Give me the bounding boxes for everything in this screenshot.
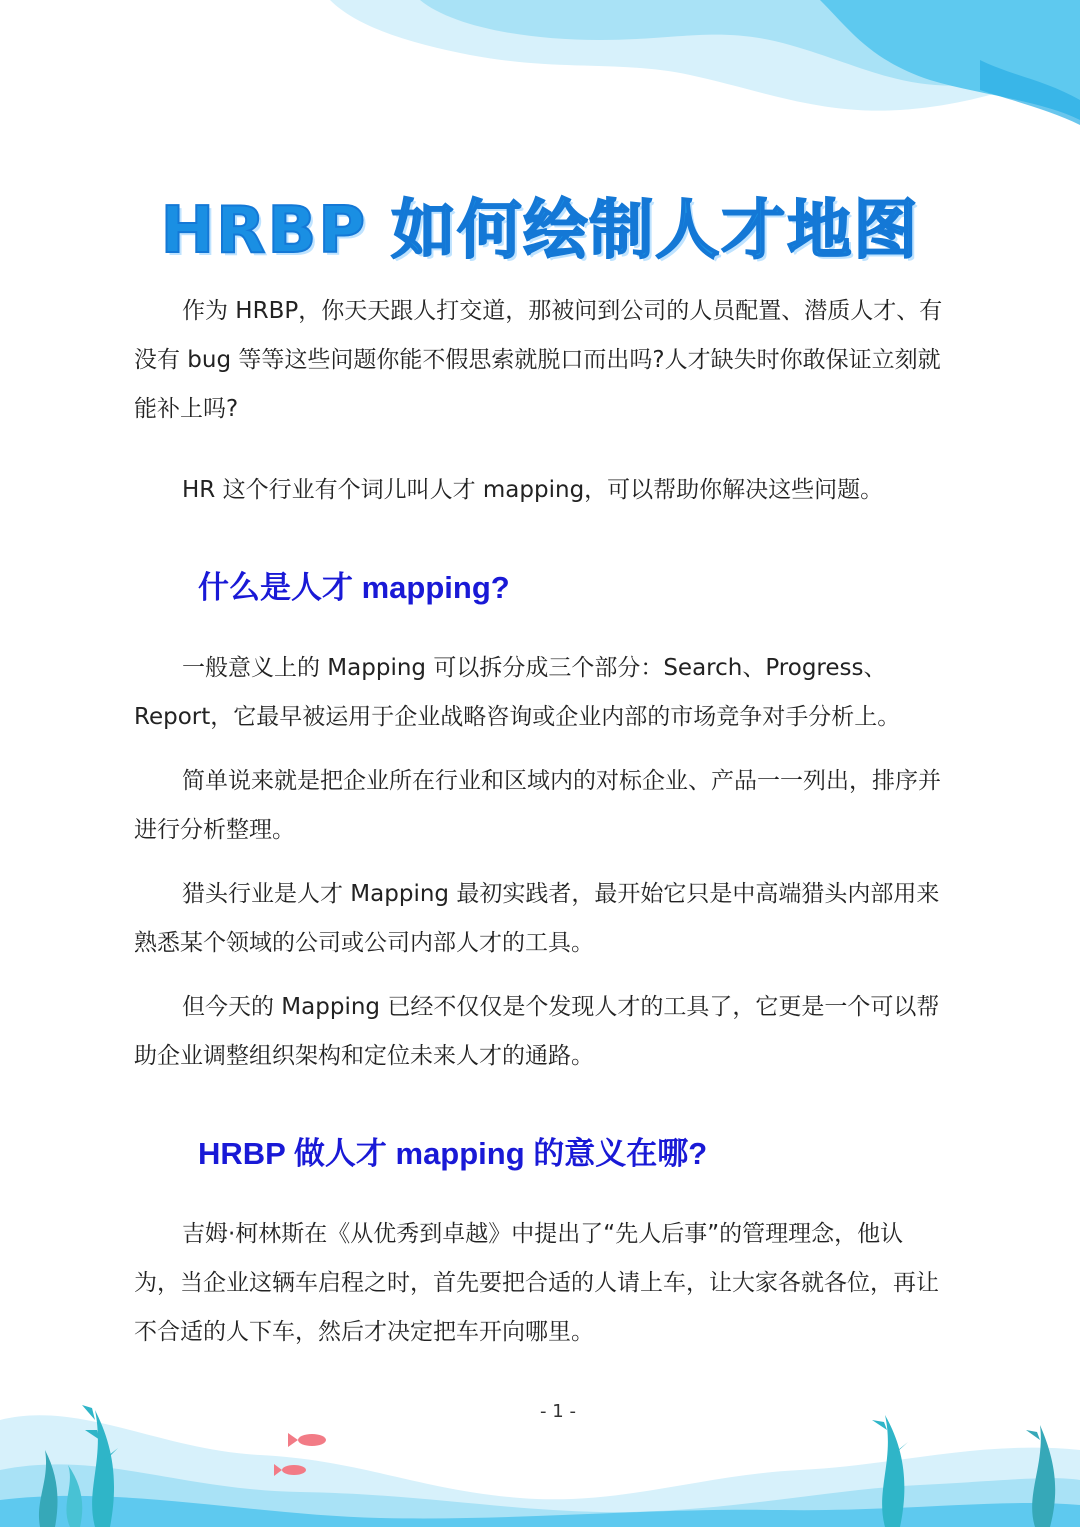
paragraph-section1-1: 一般意义上的 Mapping 可以拆分成三个部分：Search、Progress、Report，它最早被运用于企业战略咨询或企业内部的市场竞争对手分析上。 [134,655,901,730]
bottom-ocean-decoration [0,1380,1080,1527]
paragraph-section1-4: 但今天的 Mapping 已经不仅仅是个发现人才的工具了，它更是一个可以帮助企业调整组织架构和定位未来人才的通路。 [134,994,940,1069]
page-number: - 1 - [540,1401,576,1422]
paragraph-section2-1: 吉姆·柯林斯在《从优秀到卓越》中提出了“先人后事”的管理理念，他认为，当企业这辆车启程之时，首先要把合适的人请上车，让大家各就各位，再让不合适的人下车，然后才决定把车开向哪里。 [134,1221,939,1345]
section-heading-significance: HRBP 做人才 mapping 的意义在哪? [198,1136,708,1171]
page-title: HRBP 如何绘制人才地图 [160,193,920,268]
paragraph-intro-2: HR 这个行业有个词儿叫人才 mapping，可以帮助你解决这些问题。 [182,477,884,503]
top-wave-decoration [0,0,1080,150]
paragraph-intro-1: 作为 HRBP，你天天跟人打交道，那被问到公司的人员配置、潜质人才、有没有 bug 等等这些问题你能不假思索就脱口而出吗?人才缺失时你敢保证立刻就能补上吗? [134,298,943,422]
paragraph-section1-2: 简单说来就是把企业所在行业和区域内的对标企业、产品一一列出，排序并进行分析整理。 [134,768,941,843]
section-heading-what-is-mapping: 什么是人才 mapping? [198,570,510,605]
paragraph-section1-3: 猎头行业是人才 Mapping 最初实践者，最开始它只是中高端猎头内部用来熟悉某个领域的公司或公司内部人才的工具。 [134,881,940,956]
